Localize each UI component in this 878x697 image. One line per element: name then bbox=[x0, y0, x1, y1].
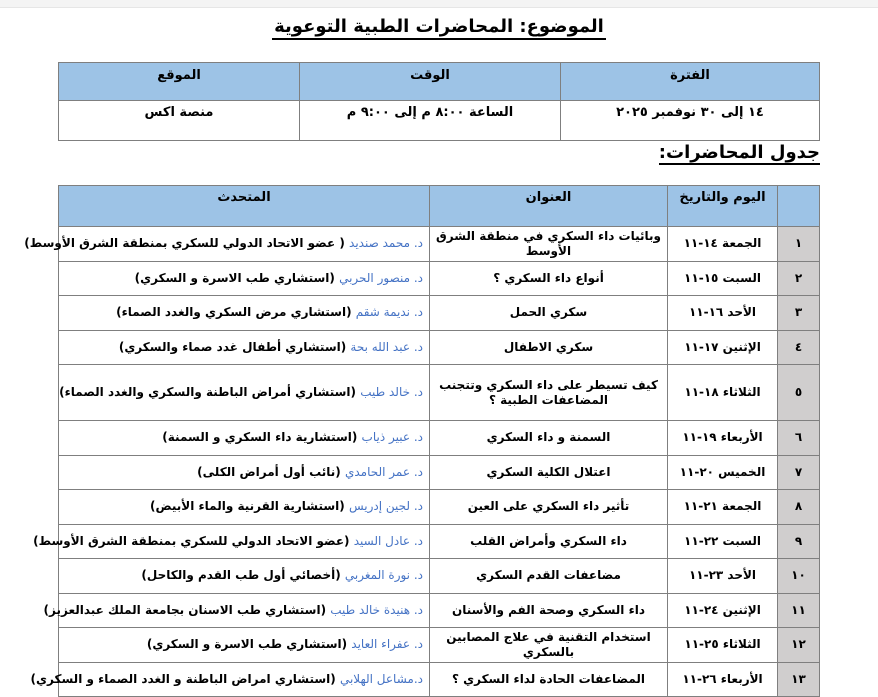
row-speaker bbox=[59, 490, 430, 525]
speaker-role: (عضو الاتحاد الدولي للسكري بمنطقة الشرق الأوسط) bbox=[33, 533, 354, 548]
speaker-role: (استشاري مرض السكري والغدد الصماء) bbox=[116, 305, 356, 320]
row-topic: سكري الحمل bbox=[430, 296, 668, 331]
row-date: الإثنين ٢٤-١١ bbox=[668, 593, 778, 628]
schedule-body bbox=[24, 227, 820, 697]
row-number: ١٣ bbox=[778, 662, 820, 697]
speaker-name: د. عبد الله بحة bbox=[350, 339, 423, 354]
table-row bbox=[59, 455, 820, 490]
info-header-location: الموقع bbox=[59, 63, 300, 101]
row-date: الأربعاء ١٩-١١ bbox=[668, 421, 778, 456]
row-speaker bbox=[59, 628, 430, 663]
subject-text: الموضوع: المحاضرات الطبية التوعوية bbox=[272, 16, 606, 40]
table-row bbox=[59, 421, 820, 456]
table-row bbox=[59, 330, 820, 365]
speaker-name: د. نديمة شقم bbox=[355, 305, 423, 320]
speaker-role: ( عضو الاتحاد الدولي للسكري بمنطقة الشرق الأوسط) bbox=[24, 236, 350, 251]
row-speaker bbox=[24, 227, 430, 262]
table-row bbox=[59, 296, 820, 331]
table-row bbox=[59, 628, 820, 663]
row-number: ١٠ bbox=[778, 559, 820, 594]
row-topic: أنواع داء السكري ؟ bbox=[430, 261, 668, 296]
row-topic: وبائيات داء السكري في منطقة الشرق الأوسط bbox=[430, 227, 668, 262]
row-topic: تأثير داء السكري على العين bbox=[430, 490, 668, 525]
info-period-value: ١٤ إلى ٣٠ نوفمبر ٢٠٢٥ bbox=[561, 101, 820, 141]
speaker-name: د. عفراء العايد bbox=[351, 637, 423, 652]
row-date: الجمعة ٢١-١١ bbox=[668, 490, 778, 525]
row-date: السبت ١٥-١١ bbox=[668, 261, 778, 296]
schedule-table bbox=[24, 185, 820, 697]
speaker-role: (استشارية القرنية والماء الأبيض) bbox=[150, 499, 349, 514]
info-table bbox=[58, 62, 820, 141]
info-time-value: الساعة ٨:٠٠ م إلى ٩:٠٠ م bbox=[300, 101, 561, 141]
row-number: ٧ bbox=[778, 455, 820, 490]
table-row bbox=[59, 524, 820, 559]
table-row bbox=[59, 490, 820, 525]
info-location-value: منصة اكس bbox=[59, 101, 300, 141]
table-row bbox=[59, 365, 820, 421]
row-date: الثلاثاء ١٨-١١ bbox=[668, 365, 778, 421]
row-topic: داء السكري وصحة الفم والأسنان bbox=[430, 593, 668, 628]
speaker-role: (استشاري طب الاسرة و السكري) bbox=[146, 637, 352, 652]
row-speaker bbox=[59, 455, 430, 490]
row-number: ٨ bbox=[778, 490, 820, 525]
speaker-role: (استشاري أمراض الباطنة والسكري والغدد الصماء) bbox=[59, 385, 361, 399]
speaker-name: د. خالد طيب bbox=[360, 385, 423, 399]
speaker-role: (استشاري امراض الباطنة و الغدد الصماء و السكري) bbox=[30, 671, 340, 686]
row-speaker bbox=[59, 296, 430, 331]
speaker-name: د. منصور الحربي bbox=[339, 270, 423, 285]
row-date: الجمعة ١٤-١١ bbox=[668, 227, 778, 262]
speaker-name: د. هنيدة خالد طيب bbox=[330, 602, 423, 617]
row-speaker bbox=[59, 261, 430, 296]
row-number: ١١ bbox=[778, 593, 820, 628]
schedule-title bbox=[659, 142, 820, 163]
row-speaker bbox=[33, 524, 430, 559]
speaker-name: د. عمر الحامدي bbox=[344, 464, 423, 479]
row-number: ٣ bbox=[778, 296, 820, 331]
table-row bbox=[59, 593, 820, 628]
schedule-title-text: جدول المحاضرات: bbox=[658, 142, 820, 163]
row-number: ٥ bbox=[778, 365, 820, 421]
row-date: الأحد ١٦-١١ bbox=[668, 296, 778, 331]
row-number: ٢ bbox=[778, 261, 820, 296]
row-speaker bbox=[59, 365, 430, 421]
row-number: ٦ bbox=[778, 421, 820, 456]
speaker-role: (استشاري أطفال غدد صماء والسكري) bbox=[118, 339, 351, 354]
table-row bbox=[59, 261, 820, 296]
schedule-header-topic: العنوان bbox=[430, 186, 668, 227]
speaker-name: د. عادل السيد bbox=[353, 533, 423, 548]
table-row bbox=[59, 559, 820, 594]
row-speaker bbox=[59, 559, 430, 594]
speaker-role: (استشارية داء السكري و السمنة) bbox=[162, 430, 362, 445]
row-date: الخميس ٢٠-١١ bbox=[668, 455, 778, 490]
speaker-name: د. محمد صنديد bbox=[349, 236, 423, 251]
speaker-role: (أخصائي أول طب القدم والكاحل) bbox=[141, 568, 345, 583]
page-top-strip bbox=[0, 0, 878, 8]
row-date: الثلاثاء ٢٥-١١ bbox=[668, 628, 778, 663]
schedule-header-date: اليوم والتاريخ bbox=[668, 186, 778, 227]
row-date: الأربعاء ٢٦-١١ bbox=[668, 662, 778, 697]
row-topic: داء السكري وأمراض القلب bbox=[430, 524, 668, 559]
row-topic: المضاعفات الحادة لداء السكري ؟ bbox=[430, 662, 668, 697]
row-topic: اعتلال الكلية السكري bbox=[430, 455, 668, 490]
row-topic: سكري الاطفال bbox=[430, 330, 668, 365]
row-speaker bbox=[43, 593, 430, 628]
row-topic: استخدام التقنية في علاج المصابين بالسكري bbox=[430, 628, 668, 663]
row-speaker bbox=[59, 330, 430, 365]
row-speaker bbox=[30, 662, 430, 697]
speaker-role: (نائب أول أمراض الكلى) bbox=[197, 464, 345, 479]
row-number: ١٢ bbox=[778, 628, 820, 663]
speaker-name: د. لجين إدريس bbox=[348, 499, 423, 514]
row-date: السبت ٢٢-١١ bbox=[668, 524, 778, 559]
speaker-name: د. نورة المغربي bbox=[344, 568, 423, 583]
table-row bbox=[59, 227, 820, 262]
row-topic: كيف تسيطر على داء السكري وتتجنب المضاعفات الطبية ؟ bbox=[430, 365, 668, 421]
speaker-name: د. عبير ذياب bbox=[361, 430, 423, 445]
row-speaker bbox=[59, 421, 430, 456]
row-date: الإثنين ١٧-١١ bbox=[668, 330, 778, 365]
schedule-header-speaker: المتحدث bbox=[59, 186, 430, 227]
row-number: ١ bbox=[778, 227, 820, 262]
row-date: الأحد ٢٣-١١ bbox=[668, 559, 778, 594]
row-number: ٩ bbox=[778, 524, 820, 559]
speaker-role: (استشاري طب الاسرة و السكري) bbox=[134, 270, 340, 285]
document-subject bbox=[0, 16, 878, 37]
row-topic: السمنة و داء السكري bbox=[430, 421, 668, 456]
info-header-time: الوقت bbox=[300, 63, 561, 101]
row-topic: مضاعفات القدم السكري bbox=[430, 559, 668, 594]
row-number: ٤ bbox=[778, 330, 820, 365]
speaker-name: د.مشاعل الهلابي bbox=[339, 671, 423, 686]
speaker-role: (استشاري طب الاسنان بجامعة الملك عبدالعزيز) bbox=[43, 602, 331, 617]
info-header-period: الفترة bbox=[561, 63, 820, 101]
table-row bbox=[59, 662, 820, 697]
schedule-header-number bbox=[778, 186, 820, 227]
